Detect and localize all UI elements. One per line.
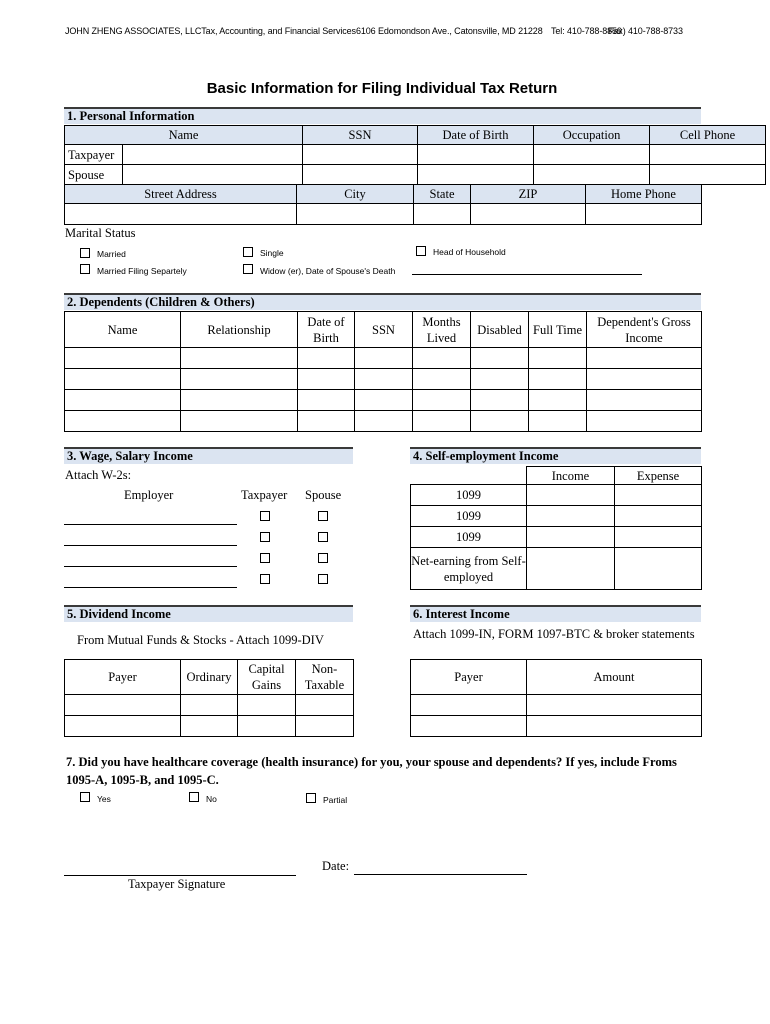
spouse-col-label: Spouse	[305, 488, 342, 502]
table-row	[65, 411, 702, 432]
col-city: City	[297, 185, 414, 204]
street-field[interactable]	[65, 204, 297, 225]
taxpayer-cell-field[interactable]	[650, 145, 766, 165]
div-col-nontaxable: Non-Taxable	[296, 660, 354, 695]
taxpayer-ssn-field[interactable]	[303, 145, 418, 165]
table-row	[65, 716, 354, 737]
col-name: Name	[65, 126, 303, 145]
company-fax: Fax) 410-788-8733	[608, 26, 683, 36]
date-label: Date:	[322, 859, 350, 873]
int-col-payer: Payer	[411, 660, 527, 695]
home-phone-field[interactable]	[586, 204, 702, 225]
company-services: Tax, Accounting, and Financial Services	[201, 26, 356, 36]
state-field[interactable]	[414, 204, 471, 225]
table-row	[411, 716, 702, 737]
health-no-label: No	[206, 794, 217, 804]
section-personal-heading: 1. Personal Information	[64, 107, 701, 124]
col-dob: Date of Birth	[418, 126, 534, 145]
taxpayer-occupation-field[interactable]	[534, 145, 650, 165]
health-yes-checkbox[interactable]	[80, 792, 90, 802]
section-dividend-heading: 5. Dividend Income	[64, 605, 353, 622]
section-wage-heading: 3. Wage, Salary Income	[64, 447, 353, 464]
w2-spouse-checkbox-3[interactable]	[318, 553, 328, 563]
w2-taxpayer-checkbox-2[interactable]	[260, 532, 270, 542]
marital-status-label: Marital Status	[65, 226, 136, 240]
selfemp-row-label: 1099	[411, 485, 527, 506]
spouse-ssn-field[interactable]	[303, 165, 418, 185]
single-label: Single	[260, 248, 284, 258]
personal-table	[64, 125, 766, 185]
dependents-table	[64, 311, 702, 432]
spouse-occupation-field[interactable]	[534, 165, 650, 185]
selfemp-col-expense: Expense	[615, 467, 702, 485]
selfemp-table	[410, 466, 702, 590]
col-zip: ZIP	[471, 185, 586, 204]
single-checkbox[interactable]	[243, 247, 253, 257]
spouse-name-field[interactable]	[123, 165, 303, 185]
row-taxpayer-label: Taxpayer	[65, 145, 123, 165]
employer-line-4[interactable]	[64, 587, 237, 588]
health-partial-checkbox[interactable]	[306, 793, 316, 803]
dep-col-ssn: SSN	[355, 312, 413, 348]
interest-table	[410, 659, 702, 737]
selfemp-row-label: 1099	[411, 506, 527, 527]
w2-taxpayer-checkbox-4[interactable]	[260, 574, 270, 584]
widow-checkbox[interactable]	[243, 264, 253, 274]
city-field[interactable]	[297, 204, 414, 225]
married-label: Married	[97, 249, 126, 259]
section-selfemp-heading: 4. Self-employment Income	[410, 447, 701, 464]
company-name: JOHN ZHENG ASSOCIATES, LLC	[65, 26, 202, 36]
taxpayer-dob-field[interactable]	[418, 145, 534, 165]
dep-col-income: Dependent's Gross Income	[587, 312, 702, 348]
selfemp-col-income: Income	[527, 467, 615, 485]
mfs-checkbox[interactable]	[80, 264, 90, 274]
dep-col-disabled: Disabled	[471, 312, 529, 348]
dividend-table	[64, 659, 354, 737]
spouse-dob-field[interactable]	[418, 165, 534, 185]
col-occupation: Occupation	[534, 126, 650, 145]
taxpayer-name-field[interactable]	[123, 145, 303, 165]
health-question: 7. Did you have healthcare coverage (health insurance) for you, your spouse and dependents? If yes, include Froms 1095-A, 1095-B, and 1095-C.	[66, 755, 677, 787]
selfemp-row-label: Net-earning from Self-employed	[411, 548, 527, 590]
dep-col-fulltime: Full Time	[529, 312, 587, 348]
div-col-capital: Capital Gains	[238, 660, 296, 695]
table-row	[65, 348, 702, 369]
table-row	[65, 695, 354, 716]
taxpayer-col-label: Taxpayer	[241, 488, 288, 502]
col-cell-phone: Cell Phone	[650, 126, 766, 145]
w2-spouse-checkbox-1[interactable]	[318, 511, 328, 521]
zip-field[interactable]	[471, 204, 586, 225]
signature-label: Taxpayer Signature	[128, 877, 226, 891]
col-home-phone: Home Phone	[586, 185, 702, 204]
w2-spouse-checkbox-4[interactable]	[318, 574, 328, 584]
w2-spouse-checkbox-2[interactable]	[318, 532, 328, 542]
company-tel: Tel: 410-788-8859	[551, 26, 622, 36]
spouse-cell-field[interactable]	[650, 165, 766, 185]
company-address: 6106 Edomondson Ave., Catonsville, MD 21228	[355, 26, 543, 36]
mfs-label: Married Filing Separtely	[97, 266, 187, 276]
employer-label: Employer	[124, 488, 174, 502]
dep-col-relationship: Relationship	[181, 312, 298, 348]
int-col-amount: Amount	[527, 660, 702, 695]
employer-line-1[interactable]	[64, 524, 237, 525]
dep-col-dob: Date of Birth	[298, 312, 355, 348]
spouse-death-date-line[interactable]	[412, 274, 642, 275]
hoh-label: Head of Household	[433, 247, 506, 257]
date-line[interactable]	[354, 874, 527, 875]
dividend-note: From Mutual Funds & Stocks - Attach 1099-DIV	[77, 633, 324, 647]
header-line	[65, 26, 543, 36]
w2-taxpayer-checkbox-3[interactable]	[260, 553, 270, 563]
table-row	[65, 369, 702, 390]
health-no-checkbox[interactable]	[189, 792, 199, 802]
signature-line[interactable]	[64, 875, 296, 876]
interest-note: Attach 1099-IN, FORM 1097-BTC & broker statements	[413, 627, 695, 641]
selfemp-row-label: 1099	[411, 527, 527, 548]
dep-col-months: Months Lived	[413, 312, 471, 348]
section-dependents-heading: 2. Dependents (Children & Others)	[64, 293, 701, 310]
married-checkbox[interactable]	[80, 248, 90, 258]
page-title: Basic Information for Filing Individual Tax Return	[206, 80, 558, 97]
employer-line-2[interactable]	[64, 545, 237, 546]
health-partial-label: Partial	[323, 795, 348, 805]
section-interest-heading: 6. Interest Income	[410, 605, 701, 622]
widow-label: Widow (er), Date of Spouse's Death	[260, 266, 396, 276]
dep-col-name: Name	[65, 312, 181, 348]
hoh-checkbox[interactable]	[416, 246, 426, 256]
w2-taxpayer-checkbox-1[interactable]	[260, 511, 270, 521]
col-ssn: SSN	[303, 126, 418, 145]
table-row	[65, 390, 702, 411]
address-table	[64, 184, 702, 225]
div-col-ordinary: Ordinary	[181, 660, 238, 695]
row-spouse-label: Spouse	[65, 165, 123, 185]
table-row	[411, 695, 702, 716]
health-yes-label: Yes	[97, 794, 111, 804]
col-state: State	[414, 185, 471, 204]
employer-line-3[interactable]	[64, 566, 237, 567]
col-street: Street Address	[65, 185, 297, 204]
attach-w2-label: Attach W-2s:	[65, 468, 132, 482]
div-col-payer: Payer	[65, 660, 181, 695]
